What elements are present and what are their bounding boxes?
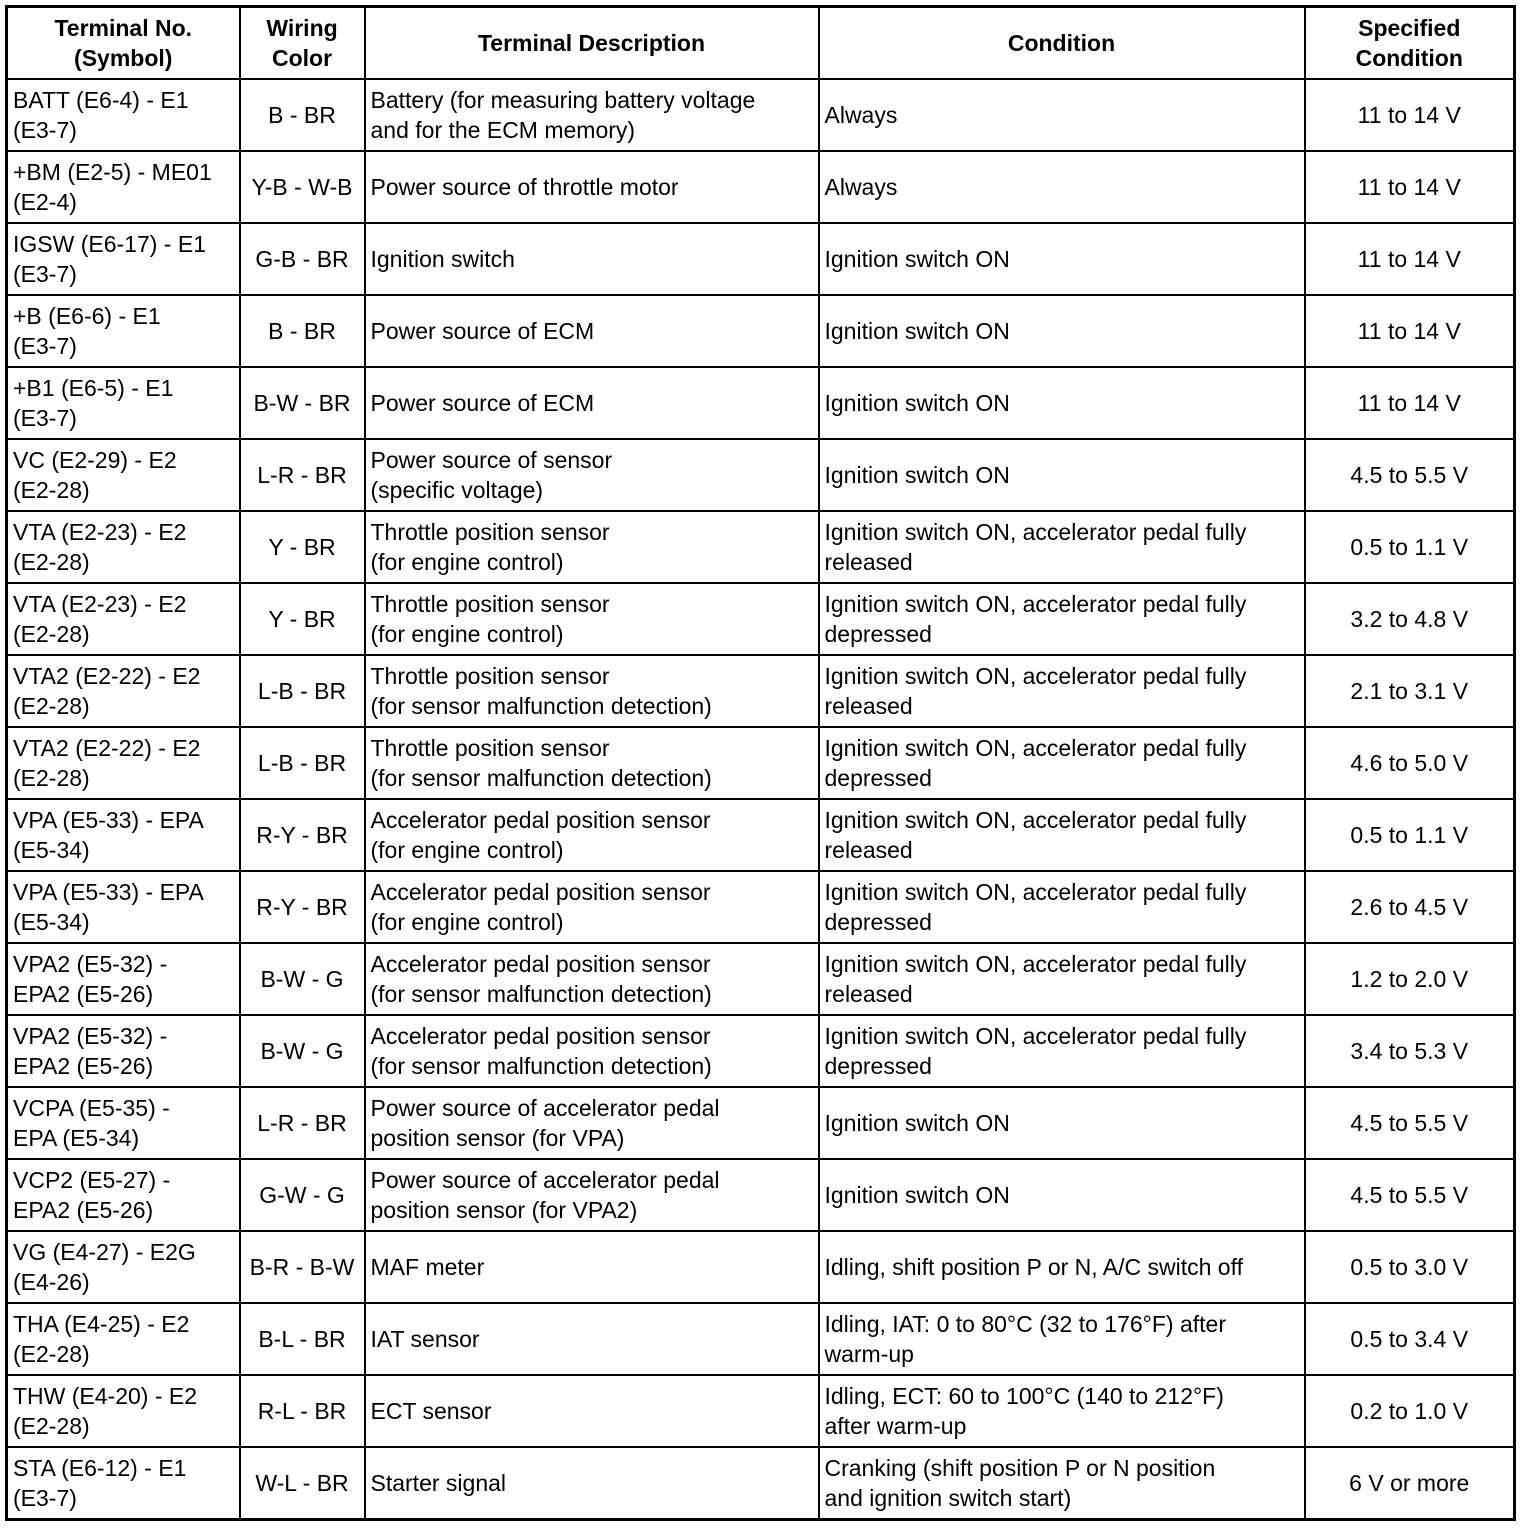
- cell-wiring-color: Y - BR: [240, 511, 365, 583]
- cell-condition: Always: [819, 151, 1305, 223]
- cell-wiring-color: B-R - B-W: [240, 1231, 365, 1303]
- cell-terminal: VCP2 (E5-27) - EPA2 (E5-26): [7, 1159, 240, 1231]
- cell-terminal-description: Throttle position sensor (for sensor malfunction detection): [365, 727, 819, 799]
- cell-condition: Ignition switch ON: [819, 1087, 1305, 1159]
- cell-wiring-color: R-Y - BR: [240, 799, 365, 871]
- table-row: [7, 871, 1515, 943]
- cell-terminal: VTA2 (E2-22) - E2 (E2-28): [7, 727, 240, 799]
- cell-specified-condition: 11 to 14 V: [1305, 367, 1515, 439]
- table-row: [7, 1375, 1515, 1447]
- cell-terminal: VG (E4-27) - E2G (E4-26): [7, 1231, 240, 1303]
- cell-terminal-description: Battery (for measuring battery voltage and for the ECM memory): [365, 79, 819, 151]
- cell-terminal: VCPA (E5-35) - EPA (E5-34): [7, 1087, 240, 1159]
- cell-terminal: VPA2 (E5-32) - EPA2 (E5-26): [7, 1015, 240, 1087]
- header-condition: Condition: [819, 7, 1305, 80]
- cell-specified-condition: 11 to 14 V: [1305, 223, 1515, 295]
- cell-specified-condition: 3.2 to 4.8 V: [1305, 583, 1515, 655]
- cell-condition: Ignition switch ON: [819, 439, 1305, 511]
- cell-terminal-description: Throttle position sensor (for engine control): [365, 511, 819, 583]
- cell-terminal-description: Throttle position sensor (for sensor malfunction detection): [365, 655, 819, 727]
- cell-condition: Ignition switch ON, accelerator pedal fully released: [819, 511, 1305, 583]
- cell-wiring-color: G-B - BR: [240, 223, 365, 295]
- cell-condition: Ignition switch ON, accelerator pedal fully depressed: [819, 583, 1305, 655]
- cell-condition: Ignition switch ON: [819, 1159, 1305, 1231]
- cell-terminal: VPA2 (E5-32) - EPA2 (E5-26): [7, 943, 240, 1015]
- cell-specified-condition: 0.2 to 1.0 V: [1305, 1375, 1515, 1447]
- cell-specified-condition: 4.5 to 5.5 V: [1305, 1159, 1515, 1231]
- cell-terminal-description: Throttle position sensor (for engine control): [365, 583, 819, 655]
- cell-terminal: THW (E4-20) - E2 (E2-28): [7, 1375, 240, 1447]
- table-row: [7, 367, 1515, 439]
- table-row: [7, 1159, 1515, 1231]
- cell-wiring-color: G-W - G: [240, 1159, 365, 1231]
- cell-terminal: THA (E4-25) - E2 (E2-28): [7, 1303, 240, 1375]
- cell-terminal-description: Power source of ECM: [365, 295, 819, 367]
- cell-terminal: +BM (E2-5) - ME01 (E2-4): [7, 151, 240, 223]
- cell-specified-condition: 4.5 to 5.5 V: [1305, 439, 1515, 511]
- cell-terminal-description: ECT sensor: [365, 1375, 819, 1447]
- cell-terminal-description: Accelerator pedal position sensor (for sensor malfunction detection): [365, 1015, 819, 1087]
- cell-wiring-color: L-B - BR: [240, 655, 365, 727]
- header-row: [7, 7, 1515, 80]
- table-row: [7, 223, 1515, 295]
- cell-condition: Ignition switch ON: [819, 367, 1305, 439]
- cell-specified-condition: 3.4 to 5.3 V: [1305, 1015, 1515, 1087]
- cell-terminal-description: MAF meter: [365, 1231, 819, 1303]
- cell-wiring-color: R-Y - BR: [240, 871, 365, 943]
- cell-terminal: VTA2 (E2-22) - E2 (E2-28): [7, 655, 240, 727]
- cell-wiring-color: L-R - BR: [240, 1087, 365, 1159]
- cell-terminal-description: Power source of accelerator pedal position sensor (for VPA2): [365, 1159, 819, 1231]
- cell-specified-condition: 4.6 to 5.0 V: [1305, 727, 1515, 799]
- cell-terminal: BATT (E6-4) - E1 (E3-7): [7, 79, 240, 151]
- table-row: [7, 943, 1515, 1015]
- cell-terminal-description: Power source of accelerator pedal position sensor (for VPA): [365, 1087, 819, 1159]
- cell-condition: Idling, shift position P or N, A/C switch off: [819, 1231, 1305, 1303]
- cell-specified-condition: 2.6 to 4.5 V: [1305, 871, 1515, 943]
- cell-terminal: STA (E6-12) - E1 (E3-7): [7, 1447, 240, 1520]
- cell-condition: Ignition switch ON: [819, 295, 1305, 367]
- cell-condition: Ignition switch ON, accelerator pedal fully depressed: [819, 871, 1305, 943]
- cell-specified-condition: 0.5 to 1.1 V: [1305, 799, 1515, 871]
- cell-condition: Ignition switch ON, accelerator pedal fully released: [819, 943, 1305, 1015]
- cell-wiring-color: B - BR: [240, 79, 365, 151]
- cell-condition: Cranking (shift position P or N position and ignition switch start): [819, 1447, 1305, 1520]
- table-row: [7, 1231, 1515, 1303]
- cell-terminal: VTA (E2-23) - E2 (E2-28): [7, 583, 240, 655]
- cell-condition: Always: [819, 79, 1305, 151]
- table-row: [7, 1303, 1515, 1375]
- table-row: [7, 295, 1515, 367]
- table-row: [7, 151, 1515, 223]
- table-row: [7, 439, 1515, 511]
- cell-terminal-description: Starter signal: [365, 1447, 819, 1520]
- cell-specified-condition: 2.1 to 3.1 V: [1305, 655, 1515, 727]
- cell-condition: Idling, IAT: 0 to 80°C (32 to 176°F) after warm-up: [819, 1303, 1305, 1375]
- header-terminal: Terminal No. (Symbol): [7, 7, 240, 80]
- cell-terminal: VC (E2-29) - E2 (E2-28): [7, 439, 240, 511]
- cell-wiring-color: B - BR: [240, 295, 365, 367]
- cell-wiring-color: B-L - BR: [240, 1303, 365, 1375]
- cell-condition: Ignition switch ON, accelerator pedal fully depressed: [819, 1015, 1305, 1087]
- cell-wiring-color: Y-B - W-B: [240, 151, 365, 223]
- cell-terminal-description: Power source of ECM: [365, 367, 819, 439]
- cell-terminal-description: IAT sensor: [365, 1303, 819, 1375]
- cell-terminal: +B1 (E6-5) - E1 (E3-7): [7, 367, 240, 439]
- cell-condition: Idling, ECT: 60 to 100°C (140 to 212°F) after warm-up: [819, 1375, 1305, 1447]
- cell-terminal: IGSW (E6-17) - E1 (E3-7): [7, 223, 240, 295]
- table-body: [7, 79, 1515, 1520]
- cell-specified-condition: 0.5 to 3.0 V: [1305, 1231, 1515, 1303]
- cell-wiring-color: B-W - G: [240, 943, 365, 1015]
- table-row: [7, 79, 1515, 151]
- cell-specified-condition: 11 to 14 V: [1305, 79, 1515, 151]
- cell-wiring-color: W-L - BR: [240, 1447, 365, 1520]
- cell-terminal-description: Ignition switch: [365, 223, 819, 295]
- cell-specified-condition: 11 to 14 V: [1305, 151, 1515, 223]
- header-wiring-color: Wiring Color: [240, 7, 365, 80]
- table-row: [7, 655, 1515, 727]
- table-row: [7, 1447, 1515, 1520]
- cell-condition: Ignition switch ON, accelerator pedal fully depressed: [819, 727, 1305, 799]
- cell-terminal-description: Power source of sensor (specific voltage): [365, 439, 819, 511]
- cell-condition: Ignition switch ON, accelerator pedal fully released: [819, 655, 1305, 727]
- cell-terminal: VPA (E5-33) - EPA (E5-34): [7, 871, 240, 943]
- table-header: [7, 7, 1515, 80]
- cell-terminal-description: Power source of throttle motor: [365, 151, 819, 223]
- header-terminal-description: Terminal Description: [365, 7, 819, 80]
- cell-specified-condition: 1.2 to 2.0 V: [1305, 943, 1515, 1015]
- cell-specified-condition: 0.5 to 1.1 V: [1305, 511, 1515, 583]
- cell-wiring-color: L-R - BR: [240, 439, 365, 511]
- cell-terminal: VTA (E2-23) - E2 (E2-28): [7, 511, 240, 583]
- table-row: [7, 583, 1515, 655]
- table-row: [7, 511, 1515, 583]
- cell-terminal-description: Accelerator pedal position sensor (for sensor malfunction detection): [365, 943, 819, 1015]
- cell-terminal: +B (E6-6) - E1 (E3-7): [7, 295, 240, 367]
- cell-wiring-color: B-W - G: [240, 1015, 365, 1087]
- cell-wiring-color: B-W - BR: [240, 367, 365, 439]
- cell-terminal-description: Accelerator pedal position sensor (for engine control): [365, 871, 819, 943]
- cell-condition: Ignition switch ON, accelerator pedal fully released: [819, 799, 1305, 871]
- cell-terminal-description: Accelerator pedal position sensor (for engine control): [365, 799, 819, 871]
- cell-specified-condition: 0.5 to 3.4 V: [1305, 1303, 1515, 1375]
- table-row: [7, 1087, 1515, 1159]
- cell-terminal: VPA (E5-33) - EPA (E5-34): [7, 799, 240, 871]
- table-row: [7, 727, 1515, 799]
- cell-condition: Ignition switch ON: [819, 223, 1305, 295]
- cell-specified-condition: 11 to 14 V: [1305, 295, 1515, 367]
- table-row: [7, 799, 1515, 871]
- terminal-spec-table: [5, 5, 1516, 1521]
- cell-specified-condition: 6 V or more: [1305, 1447, 1515, 1520]
- table-row: [7, 1015, 1515, 1087]
- cell-wiring-color: R-L - BR: [240, 1375, 365, 1447]
- cell-wiring-color: L-B - BR: [240, 727, 365, 799]
- header-specified-condition: Specified Condition: [1305, 7, 1515, 80]
- cell-specified-condition: 4.5 to 5.5 V: [1305, 1087, 1515, 1159]
- cell-wiring-color: Y - BR: [240, 583, 365, 655]
